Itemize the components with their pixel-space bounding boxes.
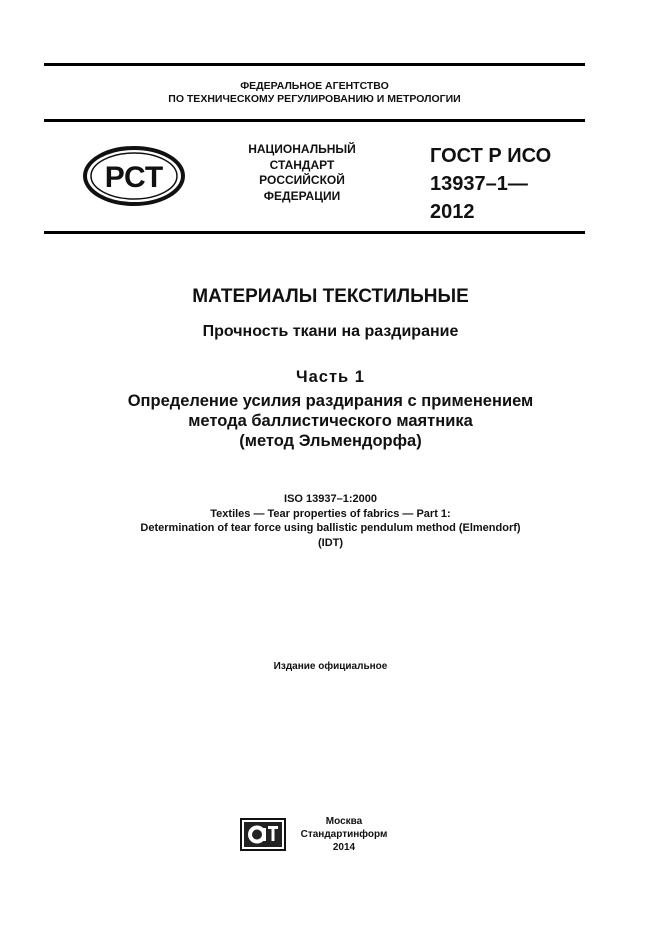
document-title: МАТЕРИАЛЫ ТЕКСТИЛЬНЫЕ bbox=[192, 286, 469, 307]
agency-line-2: ПО ТЕХНИЧЕСКОМУ РЕГУЛИРОВАНИЮ И МЕТРОЛОГИИ bbox=[168, 93, 461, 105]
header-bottom-rule bbox=[44, 231, 585, 234]
standard-number bbox=[430, 142, 590, 226]
part-title-line-3: (метод Эльмендорфа) bbox=[239, 432, 422, 450]
part-title bbox=[0, 391, 661, 451]
rst-logo-icon bbox=[82, 145, 186, 207]
standard-number-line-3: 2012 bbox=[430, 201, 475, 223]
iso-number: ISO 13937–1:2000 bbox=[284, 493, 377, 505]
svg-text:РСТ: РСТ bbox=[104, 161, 164, 194]
edition-note: Издание официальное bbox=[273, 661, 388, 672]
standard-number-line-1: ГОСТ Р ИСО bbox=[430, 145, 552, 167]
publisher-name: Стандартинформ bbox=[300, 829, 388, 840]
document-subtitle: Прочность ткани на раздирание bbox=[202, 323, 459, 340]
publisher-city: Москва bbox=[325, 816, 363, 827]
iso-line-1: Textiles — Tear properties of fabrics — Part 1: bbox=[210, 507, 451, 520]
iso-line-2: Determination of tear force using ballistic pendulum method (Elmendorf) bbox=[140, 522, 521, 534]
part-number: Часть 1 bbox=[296, 368, 365, 386]
iso-reference bbox=[0, 492, 661, 550]
agency-name bbox=[44, 80, 585, 106]
header-rule bbox=[44, 119, 585, 122]
standartinform-logo-icon bbox=[240, 818, 286, 851]
agency-line-1: ФЕДЕРАЛЬНОЕ АГЕНТСТВО bbox=[240, 80, 389, 92]
publication-year: 2014 bbox=[332, 842, 356, 853]
top-rule bbox=[44, 63, 585, 66]
publisher-info bbox=[296, 815, 392, 854]
standard-type bbox=[232, 142, 372, 204]
part-title-line-1: Определение усилия раздирания с применением bbox=[127, 392, 534, 410]
standard-type-line-2: СТАНДАРТ bbox=[269, 157, 335, 172]
iso-line-3: (IDT) bbox=[317, 536, 344, 549]
part-title-line-2: метода баллистического маятника bbox=[188, 412, 473, 430]
standard-number-line-2: 13937–1— bbox=[430, 173, 528, 195]
standard-type-line-4: ФЕДЕРАЦИИ bbox=[263, 188, 341, 203]
standard-type-line-3: РОССИЙСКОЙ bbox=[259, 173, 345, 187]
standard-type-line-1: НАЦИОНАЛЬНЫЙ bbox=[248, 142, 356, 156]
